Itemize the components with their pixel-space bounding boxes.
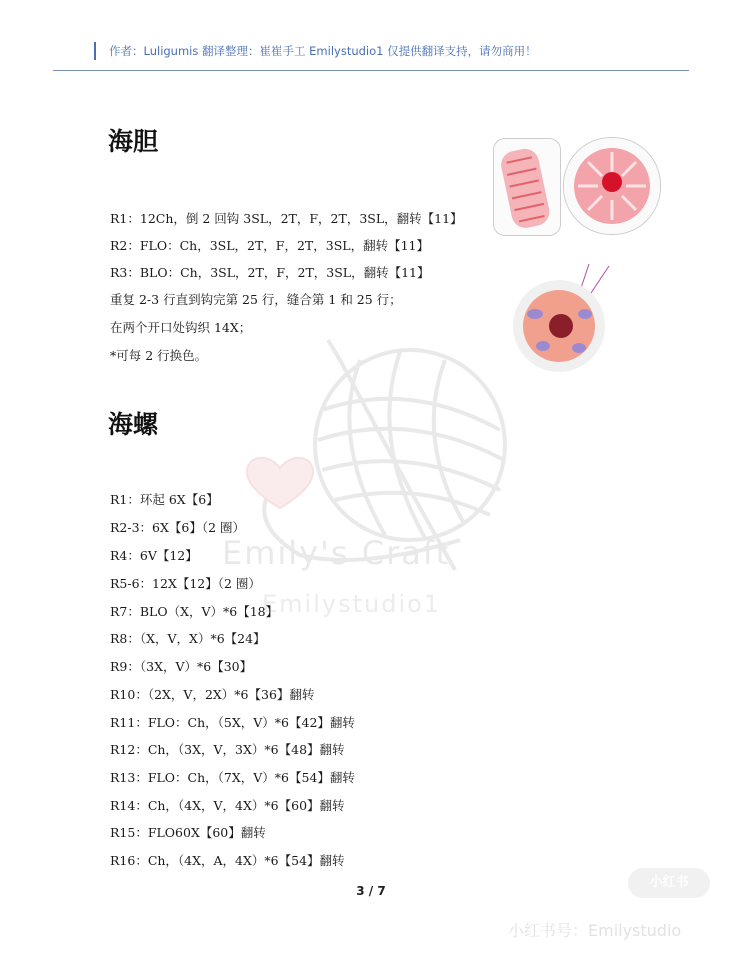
section-title-sea-snail: 海螺 [108, 410, 159, 439]
pattern-row: 重复 2-3 行直到钩完第 25 行，缝合第 1 和 25 行； [110, 292, 402, 307]
pattern-row: R3：BLO：Ch，3SL，2T，F，2T，3SL，翻转【11】 [110, 265, 430, 280]
pattern-row: R10：（2X，V，2X）*6【36】翻转 [110, 687, 315, 702]
pattern-row: R2-3：6X【6】（2 圈） [110, 520, 246, 535]
watermark-brand: Emily's Craft [222, 534, 451, 572]
pattern-row: R13：FLO：Ch，（7X，V）*6【54】翻转 [110, 770, 355, 785]
pattern-row: R2：FLO：Ch，3SL，2T，F，2T，3SL，翻转【11】 [110, 238, 429, 253]
sea-urchin-top-photo-icon [563, 137, 661, 235]
watermark-studio: Emilystudio1 [262, 590, 442, 618]
pattern-row: R14：Ch，（4X，V，4X）*6【60】翻转 [110, 798, 345, 813]
pattern-row: R5-6：12X【12】（2 圈） [110, 576, 261, 591]
pattern-row: 在两个开口处钩织 14X； [110, 320, 252, 335]
pattern-row: R7：BLO（X，V）*6【18】 [110, 604, 279, 619]
header-divider [53, 70, 689, 71]
pattern-row: R11：FLO：Ch，（5X，V）*6【42】翻转 [110, 715, 355, 730]
footer-watermark: 小红书号：Emilystudio [508, 921, 682, 940]
pattern-row: R4：6V【12】 [110, 548, 198, 563]
page-header [85, 40, 685, 64]
header-accent-bar [94, 42, 96, 60]
page-number: 3 / 7 [356, 884, 386, 898]
header-text: 作者：Luligumis 翻译整理：崔崔手工 Emilystudio1 仅提供翻译支持，请勿商用！ [109, 44, 537, 58]
platform-badge: 小红书 [628, 868, 710, 898]
section-title-sea-urchin: 海胆 [108, 127, 159, 156]
pattern-row: *可每 2 行换色。 [110, 348, 208, 363]
pattern-row: R16：Ch，（4X，A，4X）*6【54】翻转 [110, 853, 345, 868]
pattern-row: R9：（3X，V）*6【30】 [110, 659, 253, 674]
pattern-row: R8：（X，V，X）*6【24】 [110, 631, 266, 646]
pattern-row: R1：12Ch，倒 2 回钩 3SL，2T，F，2T，3SL，翻转【11】 [110, 211, 463, 226]
crochet-tube-photo-icon [493, 138, 561, 236]
pattern-row: R1：环起 6X【6】 [110, 492, 219, 507]
sea-urchin-colorful-photo-icon [507, 264, 611, 382]
pattern-row: R12：Ch，（3X，V，3X）*6【48】翻转 [110, 742, 345, 757]
pattern-row: R15：FLO60X【60】翻转 [110, 825, 266, 840]
